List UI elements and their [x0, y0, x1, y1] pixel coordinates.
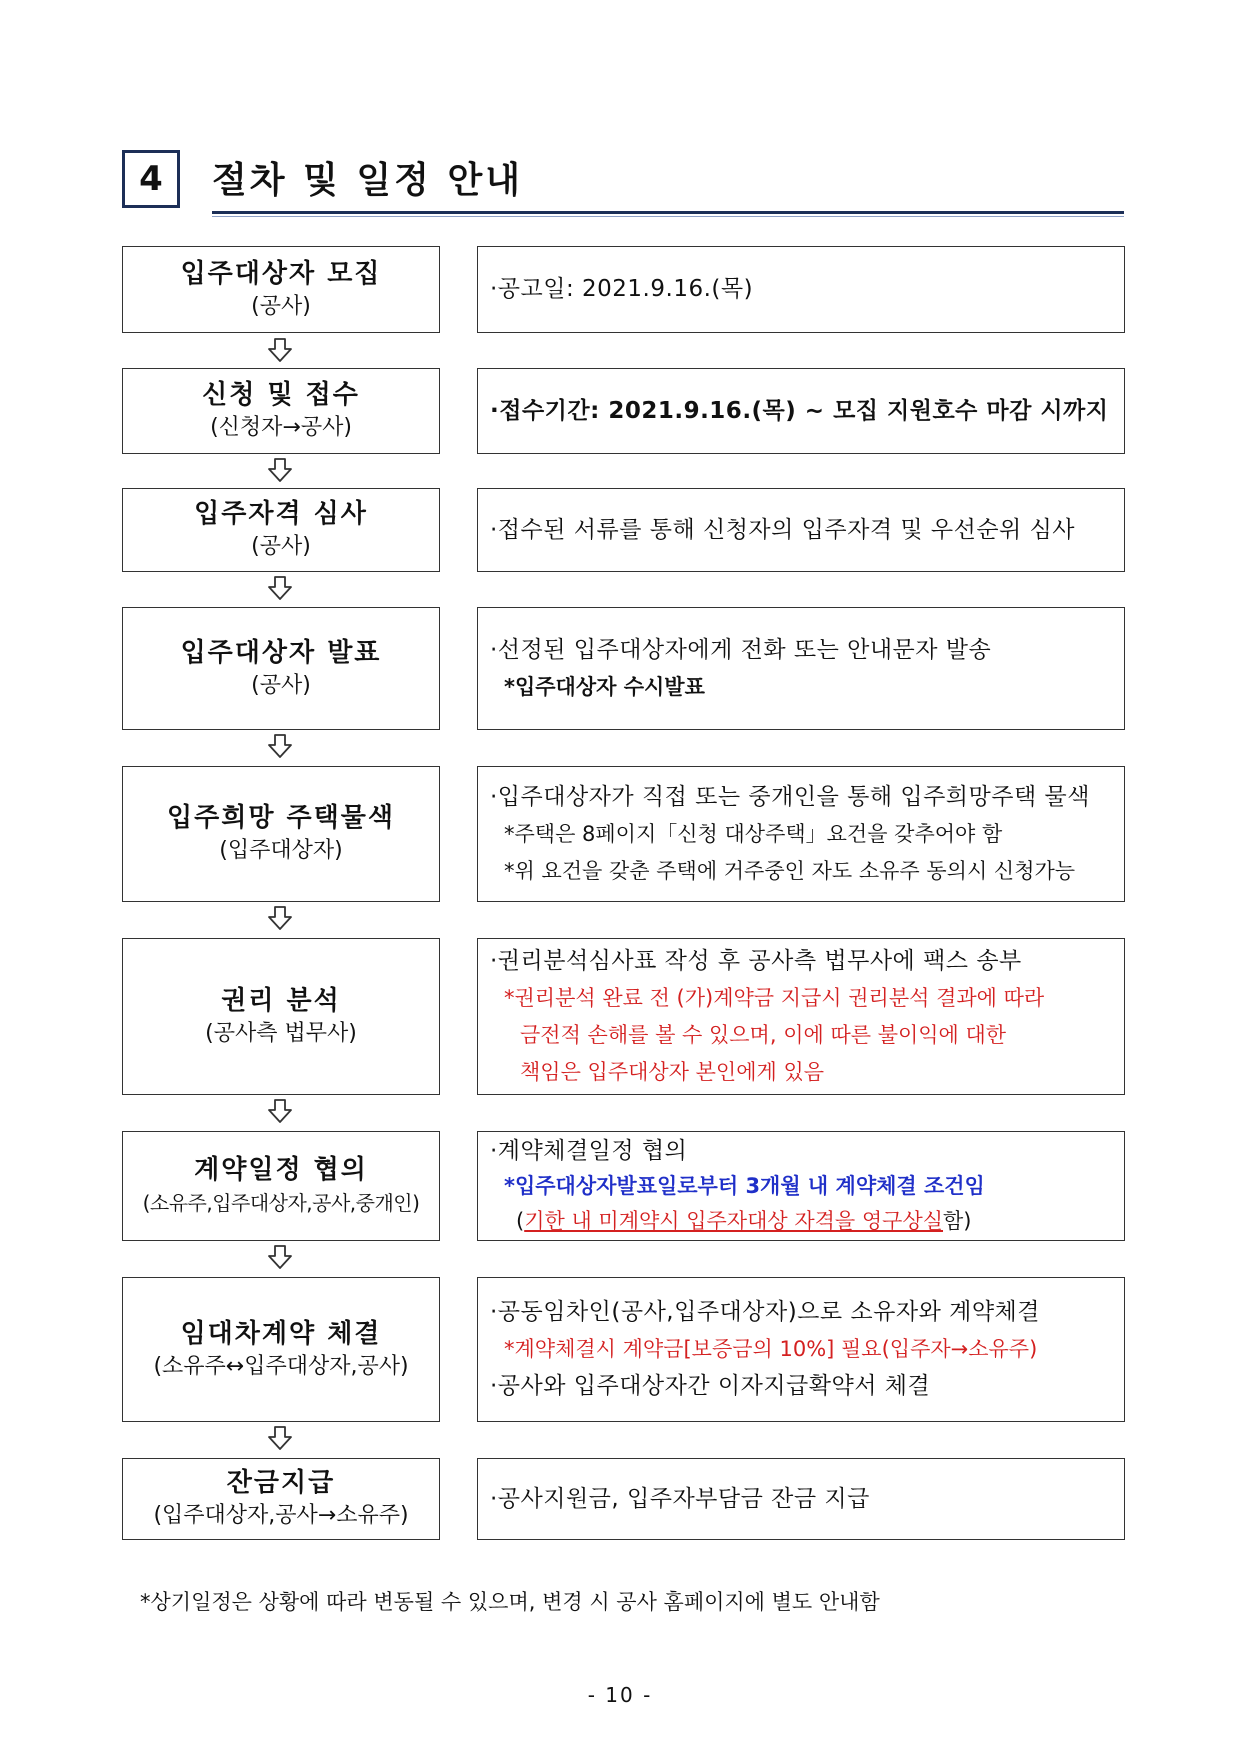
footnote: *상기일정은 상황에 따라 변동될 수 있으며, 변경 시 공사 홈페이지에 별도 안내함 — [140, 1590, 880, 1614]
step-subtitle: (입주대상자,공사→소유주) — [153, 1503, 409, 1528]
detail-line: ·공사와 입주대상자간 이자지급확약서 체결 — [490, 1373, 931, 1399]
step-2-box — [122, 368, 440, 454]
step-title: 입주대상자 모집 — [180, 258, 382, 289]
step-9-detail — [477, 1458, 1125, 1540]
step-subtitle: (소유주↔입주대상자,공사) — [153, 1353, 409, 1379]
warning-note: *계약체결시 계약금[보증금의 10%] 필요(입주자→소유주) — [504, 1337, 1038, 1361]
step-5-box — [122, 766, 440, 902]
step-title: 잔금지급 — [226, 1468, 336, 1498]
down-arrow-icon — [267, 458, 293, 482]
down-arrow-icon — [267, 734, 293, 758]
step-8-box — [122, 1277, 440, 1422]
step-3-detail — [477, 488, 1125, 572]
detail-line: ·입주대상자가 직접 또는 중개인을 통해 입주희망주택 물색 — [490, 783, 1090, 810]
step-7-detail — [477, 1131, 1125, 1241]
condition-note: *입주대상자발표일로부터 3개월 내 계약체결 조건임 — [504, 1174, 985, 1198]
step-subtitle: (입주대상자) — [219, 838, 343, 863]
down-arrow-icon — [267, 1426, 293, 1450]
down-arrow-icon — [267, 576, 293, 600]
down-arrow-icon — [267, 1245, 293, 1269]
forfeit-warning: 기한 내 미계약시 입주자대상 자격을 영구상실 — [524, 1209, 944, 1233]
section-rule-thin — [212, 216, 1124, 217]
step-title: 입주대상자 발표 — [180, 637, 382, 668]
down-arrow-icon — [267, 906, 293, 930]
step-title: 신청 및 접수 — [202, 380, 360, 410]
step-subtitle: (공사) — [251, 534, 311, 559]
detail-note: *위 요건을 갖춘 주택에 거주중인 자도 소유주 동의시 신청가능 — [504, 858, 1076, 883]
detail-note: *주택은 8페이지「신청 대상주택」요건을 갖추어야 함 — [504, 821, 1003, 846]
step-3-box — [122, 488, 440, 572]
page-number: - 10 - — [587, 1683, 653, 1707]
detail-note: *입주대상자 수시발표 — [504, 674, 705, 699]
step-title: 입주자격 심사 — [194, 499, 368, 529]
step-1-box — [122, 246, 440, 333]
step-4-box — [122, 607, 440, 730]
step-9-box — [122, 1458, 440, 1540]
down-arrow-icon — [267, 338, 293, 362]
section-header — [122, 150, 1124, 220]
step-6-detail — [477, 938, 1125, 1095]
detail-line: ·접수된 서류를 통해 신청자의 입주자격 및 우선순위 심사 — [490, 516, 1076, 543]
forfeit-close: 함) — [943, 1209, 972, 1233]
warning-note: 책임은 입주대상자 본인에게 있음 — [520, 1059, 825, 1084]
step-title: 계약일정 협의 — [194, 1155, 368, 1185]
detail-line: ·계약체결일정 협의 — [490, 1138, 688, 1164]
down-arrow-icon — [267, 1099, 293, 1123]
step-subtitle: (공사측 법무사) — [205, 1020, 357, 1046]
step-title: 입주희망 주택물색 — [167, 803, 395, 833]
detail-line: ·선정된 입주대상자에게 전화 또는 안내문자 발송 — [490, 636, 992, 663]
step-subtitle: (신청자→공사) — [210, 415, 352, 440]
step-title: 권리 분석 — [221, 985, 341, 1016]
section-title: 절차 및 일정 안내 — [212, 160, 524, 201]
detail-line: ·공고일: 2021.9.16.(목) — [490, 276, 754, 302]
forfeit-open: ( — [516, 1209, 525, 1233]
step-1-detail — [477, 246, 1125, 333]
step-2-detail — [477, 368, 1125, 454]
step-5-detail — [477, 766, 1125, 902]
detail-line: ·공사지원금, 입주자부담금 잔금 지급 — [490, 1485, 870, 1512]
step-4-detail — [477, 607, 1125, 730]
section-number: 4 — [122, 150, 180, 208]
detail-line: ·권리분석심사표 작성 후 공사측 법무사에 팩스 송부 — [490, 947, 1022, 974]
detail-line: ·공동임차인(공사,입주대상자)으로 소유자와 계약체결 — [490, 1299, 1040, 1325]
step-6-box — [122, 938, 440, 1095]
step-subtitle: (공사) — [251, 672, 311, 698]
detail-line: ·접수기간: 2021.9.16.(목) ~ 모집 지원호수 마감 시까지 — [490, 397, 1109, 424]
step-8-detail — [477, 1277, 1125, 1422]
step-subtitle: (공사) — [251, 293, 311, 319]
forfeit-note — [490, 1204, 1124, 1238]
warning-note: *권리분석 완료 전 (가)계약금 지급시 권리분석 결과에 따라 — [504, 985, 1045, 1010]
step-7-box — [122, 1131, 440, 1241]
section-rule — [212, 211, 1124, 214]
warning-note: 금전적 손해를 볼 수 있으며, 이에 따른 불이익에 대한 — [520, 1022, 1007, 1047]
step-subtitle: (소유주,입주대상자,공사,중개인) — [142, 1191, 420, 1215]
step-title: 임대차계약 체결 — [180, 1318, 382, 1349]
